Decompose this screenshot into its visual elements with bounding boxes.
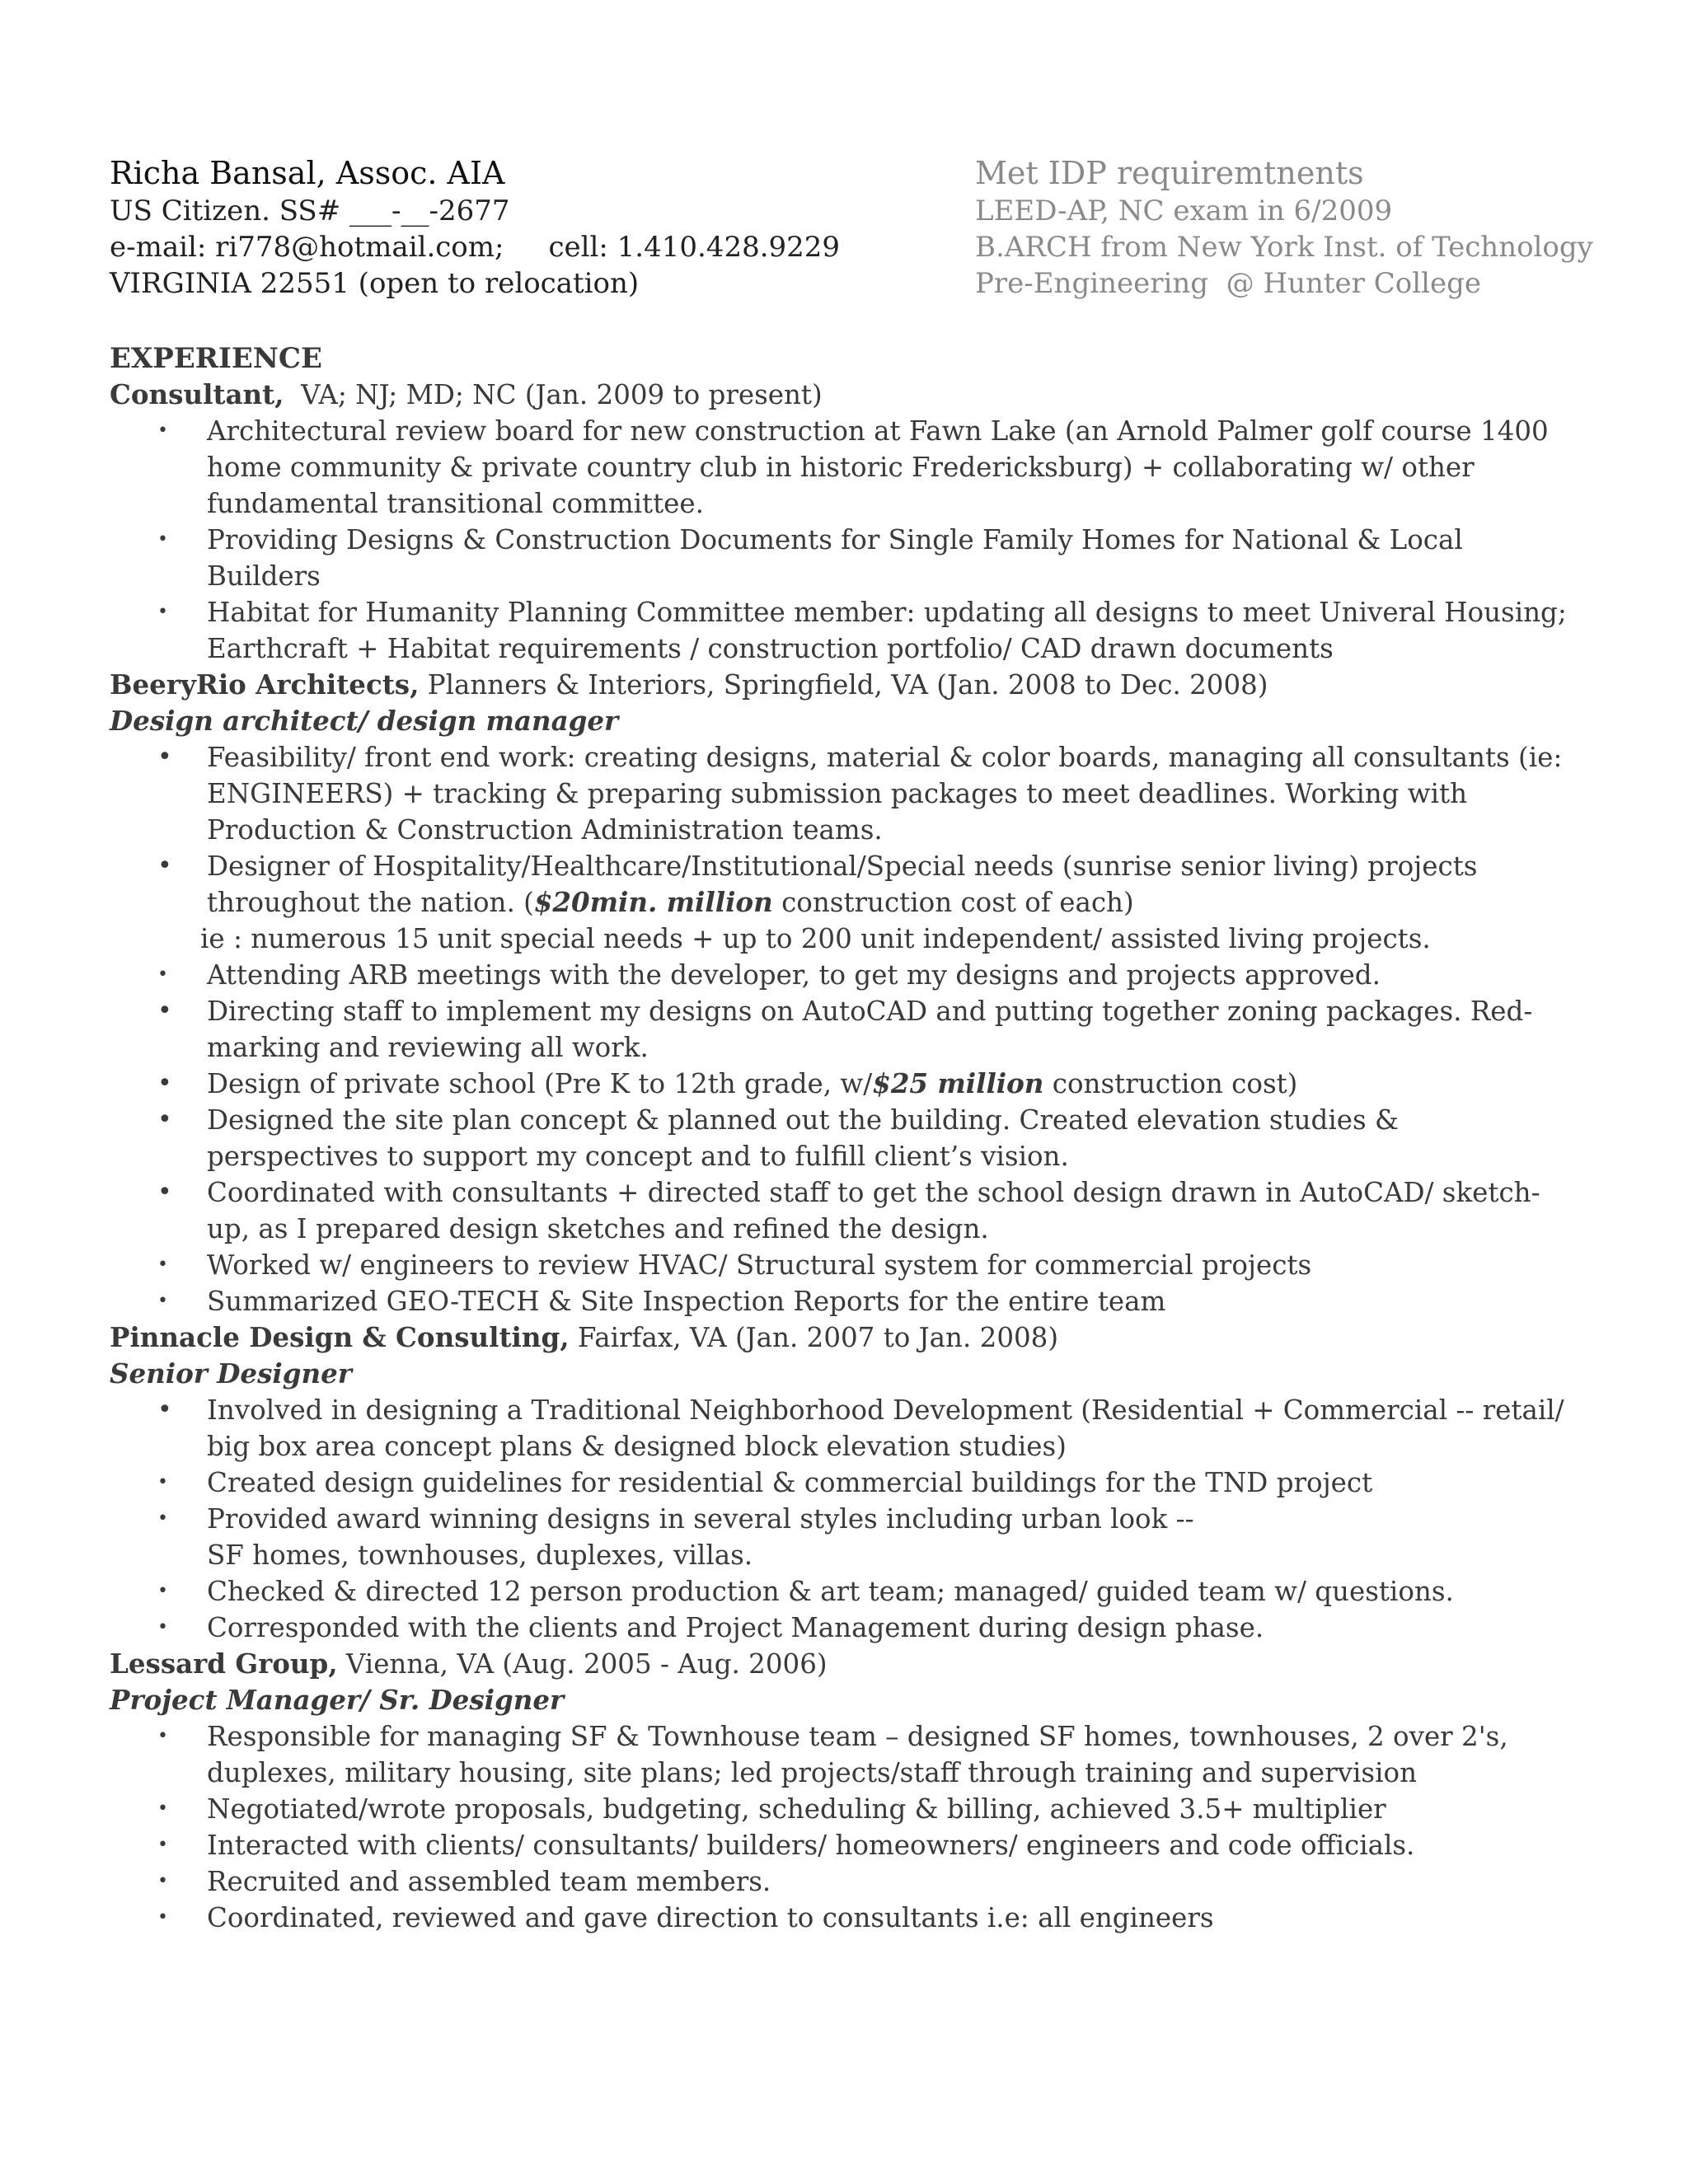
contact-line: e-mail: ri778@hotmail.com; cell: 1.410.428.9229 <box>110 231 841 264</box>
list-item-text: Architectural review board for new construction at Fawn Lake (an Arnold Palmer golf course 1400 home community & private country club in historic Fredericksburg) + collaborating w/ other fundamental transitional committee. <box>207 415 1549 519</box>
experience-section <box>110 340 1577 1936</box>
credentials-block <box>975 153 1651 302</box>
bullet-icon: • <box>157 1105 172 1134</box>
list-item-text: Recruited and assembled team members. <box>207 1866 771 1897</box>
company-name: Consultant, <box>110 378 284 410</box>
list-item-text: Coordinated with consultants + directed staff to get the school design drawn in AutoCAD/ sketch-up, as I prepared design sketches and refined the design. <box>207 1177 1540 1244</box>
list-item-text: Responsible for managing SF & Townhouse team – designed SF homes, townhouses, 2 over 2's, duplexes, military housing, site plans; led projects/staff through training and supervision <box>207 1721 1508 1788</box>
bullet-icon: • <box>157 1178 172 1207</box>
bullet-icon: • <box>157 851 172 880</box>
contact-block <box>110 153 851 302</box>
job-pinnacle <box>110 1319 1577 1646</box>
job-bullets <box>110 413 1577 667</box>
company-name: Lessard Group, <box>110 1647 338 1680</box>
bullet-icon: • <box>157 1254 168 1275</box>
list-item-text: Feasibility/ front end work: creating designs, material & color boards, managing all consultants (ie: ENGINEERS) + tracking & preparing submission packages to meet deadlines. Working with Production & Construction Administration teams. <box>207 742 1563 846</box>
job-beeryrio <box>110 667 1577 1319</box>
list-item-text: Habitat for Humanity Planning Committee member: updating all designs to meet Univeral Housing; Earthcraft + Habitat requirements / construction portfolio/ CAD drawn documents <box>207 597 1567 664</box>
list-item <box>110 1791 1577 1827</box>
bullet-icon: • <box>157 1395 172 1424</box>
cost-highlight: $20min. million <box>533 886 773 918</box>
job-header <box>110 377 1577 413</box>
citizenship-line: US Citizen. SS# ___-__-2677 <box>110 194 510 227</box>
list-item <box>110 594 1577 667</box>
list-item-text: SF homes, townhouses, duplexes, villas. <box>207 1540 753 1571</box>
list-item-note: ie : numerous 15 unit special needs + up to 200 unit independent/ assisted living projects. <box>200 923 1431 954</box>
list-item-text: Providing Designs & Construction Documents for Single Family Homes for National & Local Builders <box>207 524 1463 592</box>
list-item <box>110 957 1577 993</box>
job-bullets <box>110 1718 1577 1936</box>
list-item-text: Created design guidelines for residential & commercial buildings for the TND project <box>207 1467 1373 1498</box>
list-item <box>110 1501 1577 1573</box>
job-header <box>110 1319 1577 1356</box>
job-title: Senior Designer <box>110 1357 352 1390</box>
bullet-icon: • <box>157 1291 168 1311</box>
job-bullets <box>110 1392 1577 1646</box>
experience-heading: EXPERIENCE <box>110 342 322 375</box>
list-item-text: Checked & directed 12 person production & art team; managed/ guided team w/ questions. <box>207 1576 1454 1607</box>
list-item-text: Involved in designing a Traditional Neighborhood Development (Residential + Commercial -- retail/ big box area concept plans & designed block elevation studies) <box>207 1394 1564 1462</box>
cost-highlight: $25 million <box>872 1067 1044 1099</box>
job-details: VA; NJ; MD; NC (Jan. 2009 to present) <box>284 379 823 410</box>
bullet-icon: • <box>157 420 168 441</box>
list-item <box>110 739 1577 848</box>
bullet-icon: • <box>157 529 168 550</box>
list-item <box>110 1573 1577 1610</box>
list-item-text: Negotiated/wrote proposals, budgeting, scheduling & billing, achieved 3.5+ multiplier <box>207 1793 1386 1825</box>
list-item <box>110 1610 1577 1646</box>
list-item-text: Provided award winning designs in several styles including urban look -- <box>207 1503 1194 1535</box>
bullet-icon: • <box>157 1907 168 1928</box>
credential-barch: B.ARCH from New York Inst. of Technology <box>975 231 1593 264</box>
list-item-text: Attending ARB meetings with the developer, to get my designs and projects approved. <box>207 959 1381 991</box>
company-name: BeeryRio Architects, <box>110 668 420 701</box>
job-details: Fairfax, VA (Jan. 2007 to Jan. 2008) <box>569 1322 1059 1353</box>
list-item-text: Directing staff to implement my designs on AutoCAD and putting together zoning packages. Red-marking and reviewing all work. <box>207 996 1533 1063</box>
list-item-text: Summarized GEO-TECH & Site Inspection Reports for the entire team <box>207 1286 1166 1317</box>
list-item-text: Designer of Hospitality/Healthcare/Institutional/Special needs (sunrise senior living) projects throughout the nation. ( <box>207 851 1478 918</box>
bullet-icon: • <box>157 743 172 771</box>
list-item <box>110 1718 1577 1791</box>
bullet-icon: • <box>157 1581 168 1601</box>
candidate-name: Richa Bansal, Assoc. AIA <box>110 155 505 191</box>
list-item-text: Design of private school (Pre K to 12th grade, w/ <box>207 1068 873 1099</box>
job-consultant <box>110 377 1577 667</box>
list-item <box>110 1900 1577 1936</box>
bullet-icon: • <box>157 964 168 985</box>
list-item <box>110 848 1577 921</box>
bullet-icon: • <box>157 1798 168 1819</box>
list-item <box>110 993 1577 1066</box>
bullet-icon: • <box>157 1835 168 1855</box>
list-item <box>110 1465 1577 1501</box>
credential-idp: Met IDP requiremtnents <box>975 155 1364 191</box>
job-title: Design architect/ design manager <box>110 705 619 737</box>
list-item <box>110 522 1577 594</box>
bullet-icon: • <box>157 1472 168 1493</box>
list-item-text: Designed the site plan concept & planned out the building. Created elevation studies & perspectives to support my concept and to fulfill client’s vision. <box>207 1104 1399 1172</box>
list-item-text: construction cost) <box>1043 1068 1298 1099</box>
credential-leed: LEED-AP, NC exam in 6/2009 <box>975 194 1393 227</box>
bullet-icon: • <box>157 996 172 1025</box>
list-item <box>110 1283 1577 1319</box>
list-item <box>110 1827 1577 1863</box>
location-line: VIRGINIA 22551 (open to relocation) <box>110 267 640 300</box>
company-name: Pinnacle Design & Consulting, <box>110 1321 570 1353</box>
list-item <box>110 1174 1577 1247</box>
bullet-icon: • <box>157 1617 168 1638</box>
list-item <box>110 413 1577 522</box>
bullet-icon: • <box>157 1508 168 1529</box>
list-item-text: Coordinated, reviewed and gave direction to consultants i.e: all engineers <box>207 1902 1214 1933</box>
bullet-icon: • <box>157 602 168 622</box>
job-details: Vienna, VA (Aug. 2005 - Aug. 2006) <box>337 1648 828 1680</box>
job-header <box>110 667 1577 703</box>
job-header <box>110 1646 1577 1682</box>
list-item-text: Corresponded with the clients and Project Management during design phase. <box>207 1612 1264 1643</box>
job-title: Project Manager/ Sr. Designer <box>110 1684 565 1716</box>
bullet-icon: • <box>157 1871 168 1891</box>
list-item <box>110 1247 1577 1283</box>
job-bullets <box>110 739 1577 921</box>
list-item-text: Interacted with clients/ consultants/ builders/ homeowners/ engineers and code officials. <box>207 1830 1415 1861</box>
list-item <box>110 1392 1577 1465</box>
list-item-text: construction cost of each) <box>772 887 1134 918</box>
list-item <box>110 1102 1577 1174</box>
job-lessard <box>110 1646 1577 1936</box>
job-details: Planners & Interiors, Springfield, VA (Jan. 2008 to Dec. 2008) <box>419 669 1268 701</box>
list-item <box>110 1863 1577 1900</box>
list-item-text: Worked w/ engineers to review HVAC/ Structural system for commercial projects <box>207 1249 1312 1281</box>
bullet-icon: • <box>157 1069 172 1098</box>
credential-pre-engineering: Pre-Engineering @ Hunter College <box>975 267 1481 300</box>
job-bullets <box>110 957 1577 1319</box>
list-item <box>110 1066 1577 1102</box>
bullet-icon: • <box>157 1726 168 1746</box>
